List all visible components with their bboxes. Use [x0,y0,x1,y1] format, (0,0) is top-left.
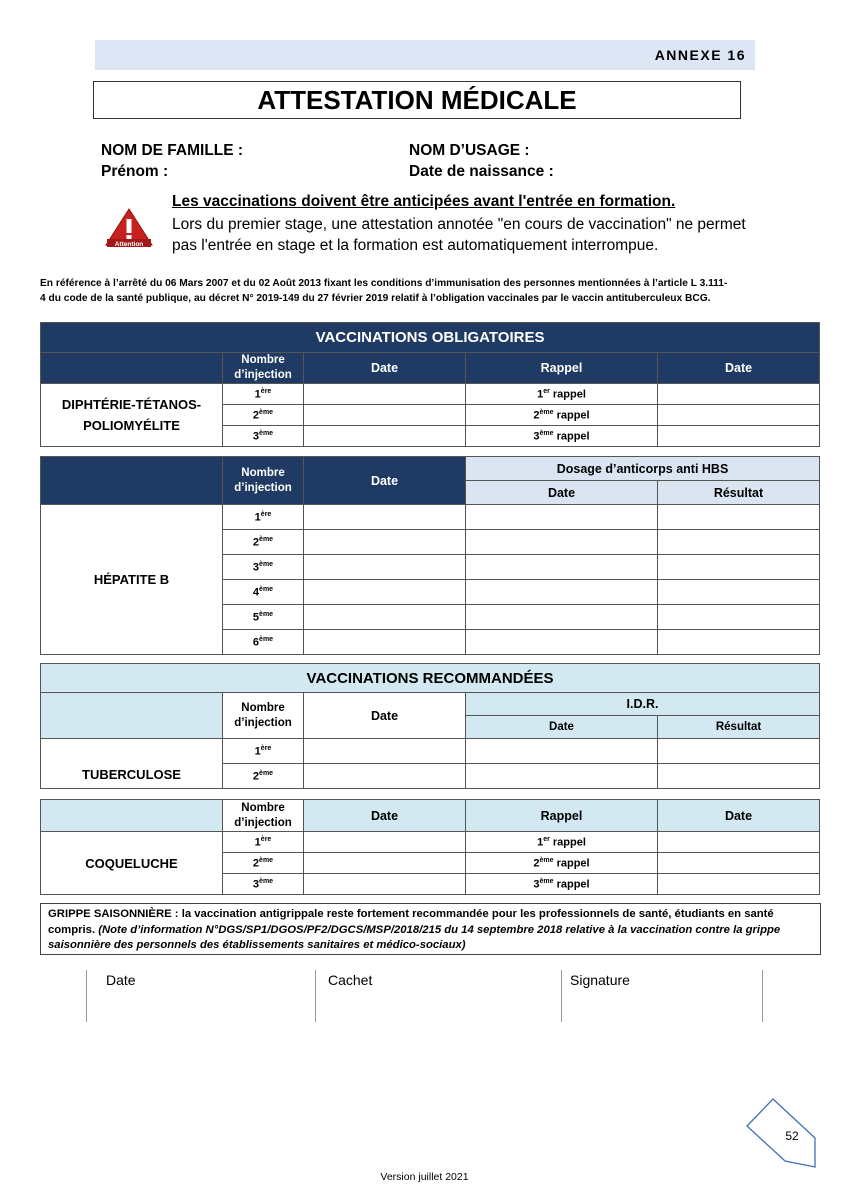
dosage-date-cell[interactable] [466,605,658,630]
date-cell[interactable] [304,405,466,426]
dosage-date-cell[interactable] [466,505,658,530]
date-cell[interactable] [304,630,466,655]
date-cell[interactable] [304,384,466,405]
date-cell[interactable] [304,874,466,895]
date-cell[interactable] [304,505,466,530]
injection-number: 2ème [223,853,304,874]
warning-line-2: pas l'entrée en stage et la formation est automatiquement interrompue. [172,237,659,254]
date-cell[interactable] [304,853,466,874]
hepatite-b-label: HÉPATITE B [41,505,223,655]
attention-warning-icon [104,207,154,249]
injection-number: 2ème [223,764,304,789]
warning-line-1: Lors du premier stage, une attestation annotée "en cours de vaccination" ne permet [172,216,746,233]
signature-signature-label: Signature [570,972,630,988]
injection-number: 6ème [223,630,304,655]
date-rappel-cell[interactable] [658,426,820,447]
col-date: Date [304,457,466,505]
injection-number: 1ère [223,832,304,853]
dosage-date-cell[interactable] [466,555,658,580]
date-naissance-label: Date de naissance : [409,163,554,180]
vaccinations-obligatoires-table [40,322,820,447]
resultat-cell[interactable] [658,530,820,555]
injection-number: 1ère [223,505,304,530]
grippe-note: (Note d’information N°DGS/SP1/DGOS/PF2/DGCS/MSP/2018/215 du 14 septembre 2018 relative à la vaccination contre la grippe saisonnière des personnels des établissements sanitaires et médico-sociaux) [48,923,781,951]
section-title: VACCINATIONS OBLIGATOIRES [41,323,820,353]
resultat-cell[interactable] [658,630,820,655]
date-cell[interactable] [304,764,466,789]
col-date: Date [304,353,466,384]
header-blank [41,353,223,384]
date-rappel-cell[interactable] [658,853,820,874]
resultat-cell[interactable] [658,605,820,630]
warning-title: Les vaccinations doivent être anticipées avant l'entrée en formation. [172,193,676,210]
annexe-band [95,40,755,70]
signature-date-label: Date [106,972,136,988]
col-idr-date: Date [466,716,658,739]
signature-divider [561,970,562,1022]
date-cell[interactable] [304,530,466,555]
col-resultat: Résultat [658,716,820,739]
rappel-label: 3ème rappel [466,426,658,447]
idr-date-cell[interactable] [466,764,658,789]
injection-number: 1ère [223,384,304,405]
col-date-rappel: Date [658,353,820,384]
signature-divider [762,970,763,1022]
version-footer: Version juillet 2021 [380,1171,469,1183]
reference-line-1: En référence à l’arrêté du 06 Mars 2007 et du 02 Août 2013 fixant les conditions d’immunisation des personnes mentionnées à l’article L 3.111- [40,278,728,289]
dtp-label: DIPHTÉRIE-TÉTANOS-POLIOMYÉLITE [41,384,223,447]
rappel-label: 2ème rappel [466,853,658,874]
grippe-text: la vaccination antigrippale reste fortement recommandée pour les professionnels de santé, étudiants en santé compris. [48,908,774,936]
warning-text [172,214,772,256]
col-dosage-anticorps: Dosage d’anticorps anti HBS [466,457,820,481]
nom-usage-label: NOM D’USAGE : [409,142,530,159]
rappel-label: 1er rappel [466,832,658,853]
date-rappel-cell[interactable] [658,384,820,405]
dosage-date-cell[interactable] [466,580,658,605]
rappel-label: 1er rappel [466,384,658,405]
idr-date-cell[interactable] [466,739,658,764]
prenom-label: Prénom : [101,163,169,180]
date-cell[interactable] [304,555,466,580]
injection-number: 2ème [223,405,304,426]
col-date: Date [304,693,466,739]
header-blank [41,457,223,505]
nom-famille-label: NOM DE FAMILLE : [101,142,244,159]
page-number-badge [745,1098,820,1170]
injection-number: 2ème [223,530,304,555]
col-dosage-date: Date [466,481,658,505]
injection-number: 3ème [223,426,304,447]
col-idr: I.D.R. [466,693,820,716]
signature-divider [86,970,87,1022]
date-cell[interactable] [304,739,466,764]
reference-text [40,276,820,306]
reference-line-2: 4 du code de la santé publique, au décret N° 2019-149 du 27 février 2019 relatif à l’obligation vaccinales par le vaccin antituberculeux BCG. [40,293,711,304]
signature-divider [315,970,316,1022]
date-rappel-cell[interactable] [658,832,820,853]
col-resultat: Résultat [658,481,820,505]
col-nombre-injection: Nombre d’injection [223,693,304,739]
tuberculose-label: TUBERCULOSE [41,739,223,789]
section-title: VACCINATIONS RECOMMANDÉES [41,664,820,693]
injection-number: 5ème [223,605,304,630]
resultat-cell[interactable] [658,580,820,605]
col-nombre-injection: Nombre d’injection [223,353,304,384]
vaccinations-recommandees-table [40,663,820,789]
signature-cachet-label: Cachet [328,972,373,988]
date-rappel-cell[interactable] [658,874,820,895]
resultat-cell[interactable] [658,764,820,789]
resultat-cell[interactable] [658,555,820,580]
injection-number: 3ème [223,555,304,580]
injection-number: 3ème [223,874,304,895]
rappel-label: 2ème rappel [466,405,658,426]
injection-number: 1ère [223,739,304,764]
coqueluche-table [40,799,820,895]
page-title: ATTESTATION MÉDICALE [93,81,741,119]
date-cell[interactable] [304,580,466,605]
col-date: Date [304,800,466,832]
dosage-date-cell[interactable] [466,630,658,655]
attention-icon-text: Attention [114,241,144,248]
date-cell[interactable] [304,832,466,853]
col-nombre-injection: Nombre d’injection [223,457,304,505]
resultat-cell[interactable] [658,505,820,530]
dosage-date-cell[interactable] [466,530,658,555]
coqueluche-label: COQUELUCHE [41,832,223,895]
resultat-cell[interactable] [658,739,820,764]
rappel-label: 3ème rappel [466,874,658,895]
header-blank [41,693,223,739]
grippe-title: GRIPPE SAISONNIÈRE : [48,908,179,920]
date-rappel-cell[interactable] [658,405,820,426]
grippe-saisonniere-box [40,903,821,955]
header-blank [41,800,223,832]
hepatite-b-table [40,456,820,655]
annexe-label: ANNEXE 16 [654,47,746,63]
injection-number: 4ème [223,580,304,605]
col-nombre-injection: Nombre d’injection [223,800,304,832]
col-rappel: Rappel [466,353,658,384]
col-rappel: Rappel [466,800,658,832]
date-cell[interactable] [304,426,466,447]
date-cell[interactable] [304,605,466,630]
page-number: 52 [785,1129,799,1143]
col-date-rappel: Date [658,800,820,832]
